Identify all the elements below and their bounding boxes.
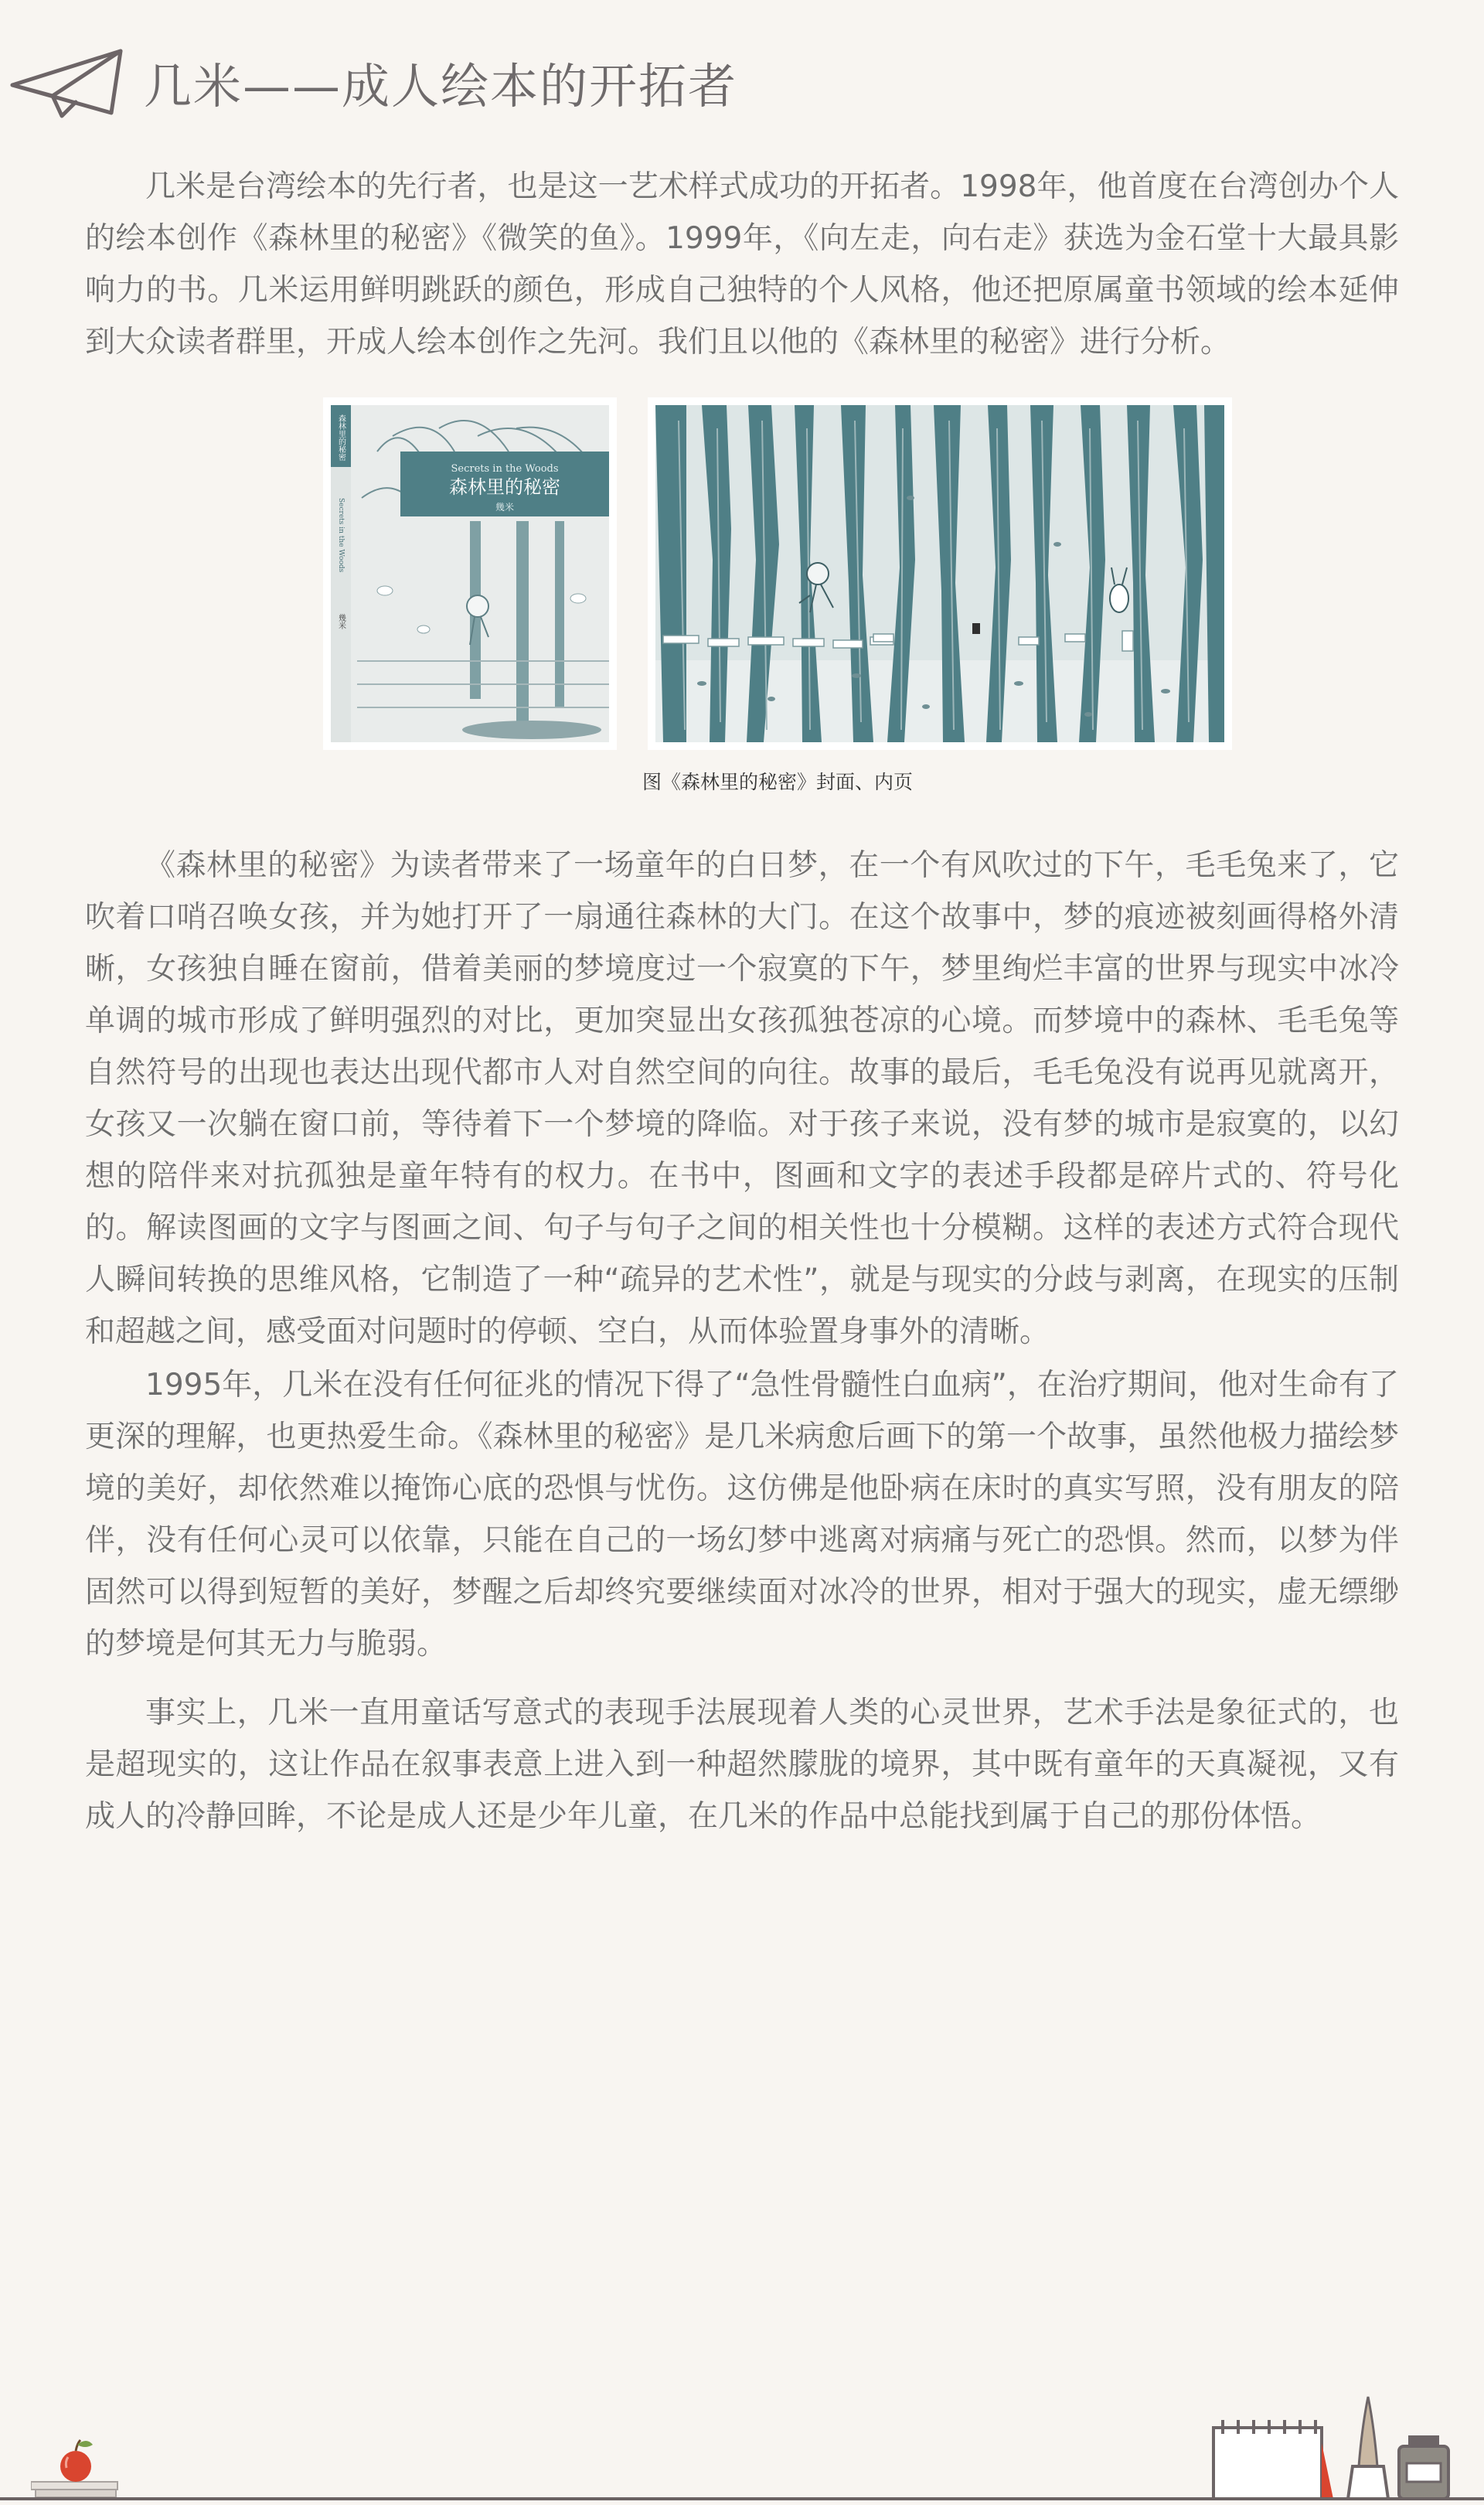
cover-spine-author: 幾米: [336, 614, 345, 629]
notepad-pen-inkwell-icon: [1206, 2389, 1461, 2499]
book-cover-image: [323, 397, 617, 750]
apple-on-books-icon: [31, 2428, 124, 2499]
conclusion-paragraph: 事实上，几米一直用童话写意式的表现手法展现着人类的心灵世界，艺术手法是象征式的，也是超现实的，这让作品在叙事表意上进入到一种超然朦胧的境界，其中既有童年的天真凝视，又有成人的冷静回眸，不论是成人还是少年儿童，在几米的作品中总能找到属于自己的那份体悟。: [85, 1696, 1399, 1834]
cover-chinese-title: 森林里的秘密: [449, 476, 560, 498]
cover-english-title: Secrets in the Woods: [451, 463, 559, 475]
analysis-paragraph: 《森林里的秘密》为读者带来了一场童年的白日梦，在一个有风吹过的下午，毛毛兔来了，它吹着口哨召唤女孩，并为她打开了一扇通往森林的大门。在这个故事中，梦的痕迹被刻画得格外清晰，女孩独自睡在窗前，借着美丽的梦境度过一个寂寞的下午，梦里绚烂丰富的世界与现实中冰冷单调的城市形成了鲜明强烈的对比，更加突显出女孩孤独苍凉的心境。而梦境中的森林、毛毛兔等自然符号的出现也表达出现代都市人对自然空间的向往。故事的最后，毛毛兔没有说再见就离开，女孩又一次躺在窗口前，等待着下一个梦境的降临。对于孩子来说，没有梦的城市是寂寞的，以幻想的陪伴来对抗孤独是童年特有的权力。在书中，图画和文字的表述手段都是碎片式的、符号化的。解读图画的文字与图画之间、句子与句子之间的相关性也十分模糊。这样的表述方式符合现代人瞬间转换的思维风格，它制造了一种“疏异的艺术性”，就是与现实的分歧与剥离，在现实的压制和超越之间，感受面对问题时的停顿、空白，从而体验置身事外的清晰。: [85, 848, 1399, 1349]
cover-spine-title: 森林里的秘密: [336, 414, 345, 461]
intro-paragraph: 几米是台湾绘本的先行者，也是这一艺术样式成功的开拓者。1998年，他首度在台湾创办个人的绘本创作《森林里的秘密》《微笑的鱼》。1999年，《向左走，向右走》获选为金石堂十大最具影响力的书。几米运用鲜明跳跃的颜色，形成自己独特的个人风格，他还把原属童书领域的绘本延伸到大众读者群里，开成人绘本创作之先河。我们且以他的《森林里的秘密》进行分析。: [85, 169, 1399, 360]
figure-caption: 图《森林里的秘密》封面、内页: [642, 771, 913, 793]
illness-paragraph: 1995年，几米在没有任何征兆的情况下得了“急性骨髓性白血病”，在治疗期间，他对生命有了更深的理解，也更热爱生命。《森林里的秘密》是几米病愈后画下的第一个故事，虽然他极力描绘梦境的美好，却依然难以掩饰心底的恐惧与忧伤。这仿佛是他卧病在床时的真实写照，没有朋友的陪伴，没有任何心灵可以依靠，只能在自己的一场幻梦中逃离对病痛与死亡的恐惧。然而，以梦为伴固然可以得到短暂的美好，梦醒之后却终究要继续面对冰冷的世界，相对于强大的现实，虚无缥缈的梦境是何其无力与脆弱。: [85, 1368, 1399, 1661]
page-title: 几米——成人绘本的开拓者: [144, 57, 738, 114]
page-header: [9, 45, 737, 119]
footer-divider: [0, 2497, 1484, 2500]
book-inner-page-image: [648, 397, 1232, 750]
cover-author: 幾米: [495, 502, 515, 513]
cover-spine-english: Secrets in the Woods: [337, 498, 345, 573]
paper-plane-icon: [9, 45, 125, 119]
